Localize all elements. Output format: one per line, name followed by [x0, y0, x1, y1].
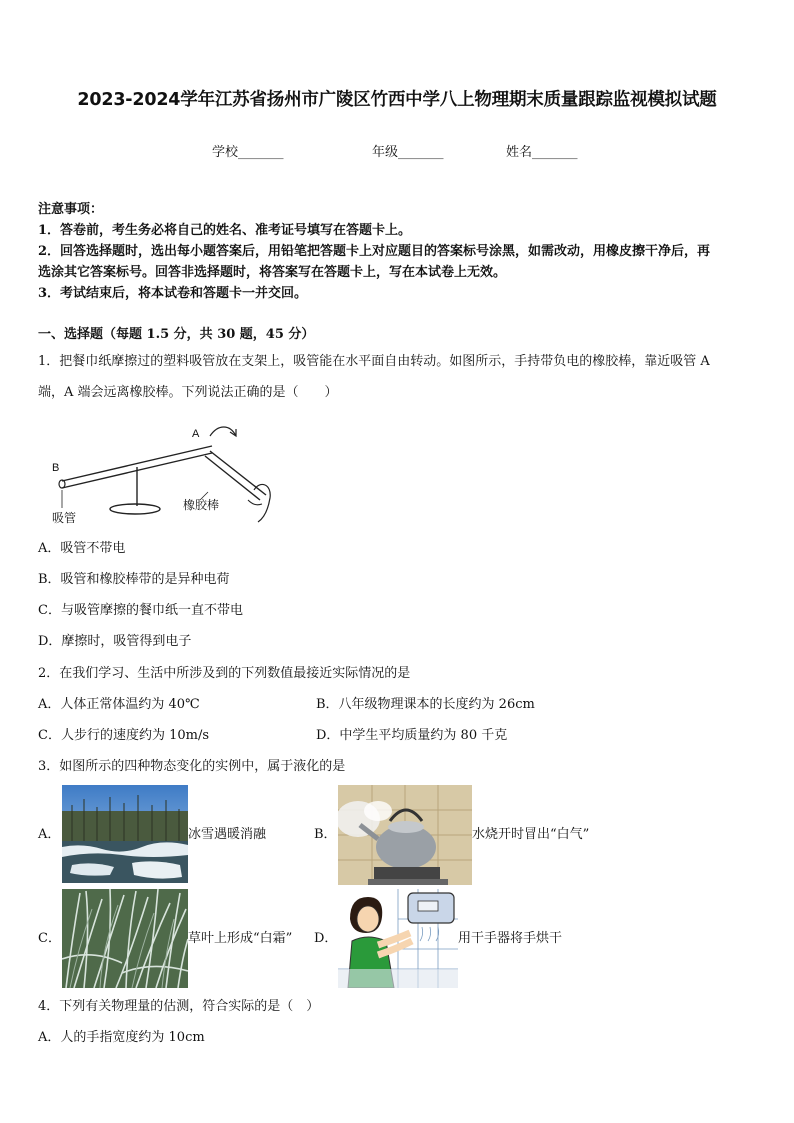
q1-stem-cont: 端，A 端会远离橡胶棒。下列说法正确的是（ ） [38, 385, 338, 400]
q3-stem: 3．如图所示的四种物态变化的实例中，属于液化的是 [38, 759, 346, 774]
q2-stem: 2．在我们学习、生活中所涉及到的下列数值最接近实际情况的是 [38, 666, 411, 681]
q4-option-a[interactable]: A．人的手指宽度约为 10cm [38, 1030, 205, 1045]
q1-label-a: A [192, 428, 200, 440]
q3-image-kettle [338, 785, 472, 885]
page-title: 2023-2024学年江苏省扬州市广陵区竹西中学八上物理期末质量跟踪监视模拟试题 [77, 90, 717, 110]
q2-option-b[interactable]: B．八年级物理课本的长度约为 26cm [316, 697, 535, 712]
q1-label-b: B [52, 462, 60, 474]
q2-option-c[interactable]: C．人步行的速度约为 10m/s [38, 728, 209, 743]
notice-item-2: 2．回答选择题时，选出每小题答案后，用铅笔把答题卡上对应题目的答案标号涂黑，如需改动，用橡皮擦干净后，再 [38, 244, 711, 259]
q2-option-d[interactable]: D．中学生平均质量约为 80 千克 [316, 728, 508, 743]
q3-option-b-letter[interactable]: B． [314, 827, 337, 842]
q3-image-hand-dryer [338, 889, 458, 988]
notice-item-3: 3．考试结束后，将本试卷和答题卡一并交回。 [38, 286, 308, 301]
name-field[interactable]: 姓名_______ [506, 145, 578, 160]
notice-heading: 注意事项： [38, 202, 104, 217]
q1-label-rod: 橡胶棒 [183, 498, 220, 512]
q3-image-melting-snow [62, 785, 188, 883]
q1-option-a[interactable]: A．吸管不带电 [38, 541, 126, 556]
q2-option-a[interactable]: A．人体正常体温约为 40℃ [38, 697, 200, 712]
q3-option-d-text: 用干手器将手烘干 [458, 931, 563, 946]
q1-stem: 1．把餐巾纸摩擦过的塑料吸管放在支架上，吸管能在水平面自由转动。如图所示，手持带负电的橡胶棒，靠近吸管 A [38, 354, 710, 369]
q3-option-a-letter[interactable]: A． [38, 827, 61, 842]
school-field[interactable]: 学校_______ [212, 145, 284, 160]
q1-option-c[interactable]: C．与吸管摩擦的餐巾纸一直不带电 [38, 603, 243, 618]
q3-image-frost-grass [62, 889, 188, 988]
section-heading: 一、选择题（每题 1.5 分，共 30 题，45 分） [38, 327, 315, 342]
q3-option-a-text: 冰雪遇暖消融 [188, 827, 267, 842]
q4-stem: 4．下列有关物理量的估测，符合实际的是（ ） [38, 999, 320, 1014]
q1-option-b[interactable]: B．吸管和橡胶棒带的是异种电荷 [38, 572, 230, 587]
q3-option-c-letter[interactable]: C． [38, 931, 61, 946]
q1-label-straw: 吸管 [52, 511, 77, 525]
grade-field[interactable]: 年级_______ [372, 145, 444, 160]
q3-option-d-letter[interactable]: D． [314, 931, 338, 946]
notice-item-1: 1．答卷前，考生务必将自己的姓名、准考证号填写在答题卡上。 [38, 223, 412, 238]
notice-item-2-cont: 选涂其它答案标号。回答非选择题时，将答案写在答题卡上，写在本试卷上无效。 [38, 265, 507, 280]
q1-option-d[interactable]: D．摩擦时，吸管得到电子 [38, 634, 192, 649]
q3-option-c-text: 草叶上形成“白霜” [188, 931, 293, 946]
q3-option-b-text: 水烧开时冒出“白气” [472, 827, 590, 842]
